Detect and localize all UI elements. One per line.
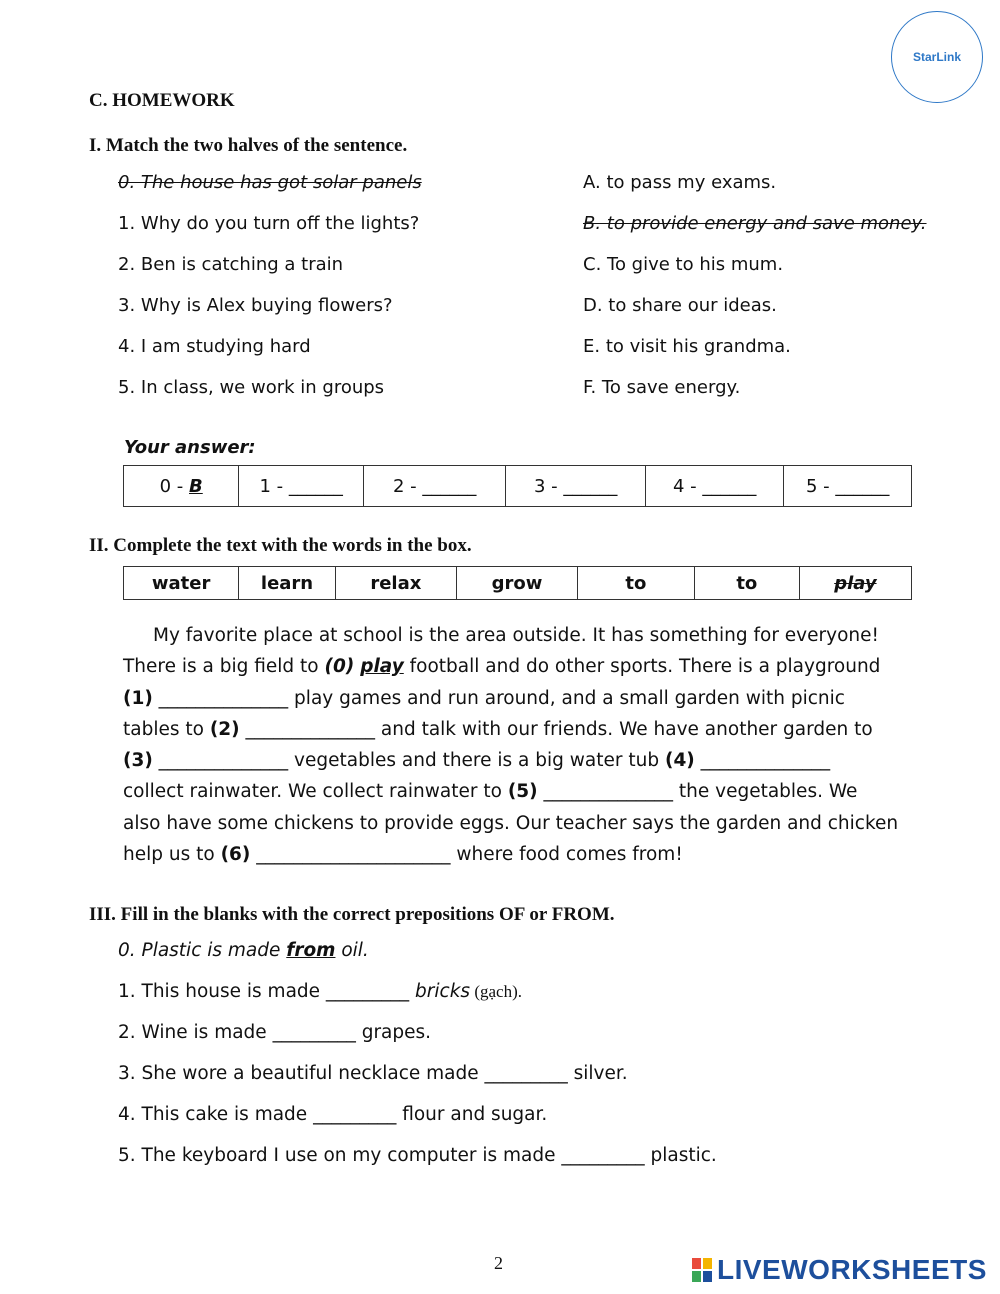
match-right-f: F. To save energy. xyxy=(583,377,741,398)
passage-line-5: (3) ______________ vegetables and there is a big water tub (4) ______________ xyxy=(123,750,831,772)
answer-0-value: B xyxy=(189,475,203,497)
blank-3[interactable]: ______________ vegetables and there is a big water tub xyxy=(152,750,665,772)
liveworksheets-text: LIVEWORKSHEETS xyxy=(717,1254,987,1285)
exercise-3-item-2[interactable]: 2. Wine is made _________ grapes. xyxy=(118,1022,432,1043)
word-water: water xyxy=(124,567,239,600)
match-right-a: A. to pass my exams. xyxy=(583,172,777,193)
logo-text: StarLink xyxy=(912,50,961,64)
passage-line-8: help us to (6) _____________________ where food comes from! xyxy=(123,844,683,866)
word-to-2: to xyxy=(694,567,799,600)
answer-1[interactable]: 1 - ______ xyxy=(239,466,364,507)
example-answer-from: from xyxy=(286,940,336,961)
exercise-3-item-5[interactable]: 5. The keyboard I use on my computer is made _________ plastic. xyxy=(118,1145,717,1166)
answer-5[interactable]: 5 - ______ xyxy=(784,466,912,507)
word-learn: learn xyxy=(239,567,335,600)
section-3-heading: III. Fill in the blanks with the correct prepositions OF or FROM. xyxy=(89,904,615,925)
match-left-0: 0. The house has got solar panels xyxy=(118,172,422,193)
blank-4[interactable]: ______________ xyxy=(694,750,831,772)
word-to-1: to xyxy=(578,567,695,600)
blank-2[interactable]: ______________ and talk with our friends. We have another garden to xyxy=(239,718,873,740)
passage-line-6: collect rainwater. We collect rainwater to (5) ______________ the vegetables. We xyxy=(123,781,858,803)
answer-2[interactable]: 2 - ______ xyxy=(363,466,505,507)
example-answer: play xyxy=(360,656,404,678)
passage-line-3: (1) ______________ play games and run around, and a small garden with picnic xyxy=(123,687,845,709)
passage-line-7: also have some chickens to provide eggs. Our teacher says the garden and chicken xyxy=(123,812,899,834)
word-relax: relax xyxy=(335,567,456,600)
exercise-3-item-0: 0. Plastic is made from oil. xyxy=(118,940,369,961)
passage-line-2: There is a big field to (0) play football and do other sports. There is a playground xyxy=(123,656,881,678)
passage-line-4: tables to (2) ______________ and talk with our friends. We have another garden to xyxy=(123,718,873,740)
match-left-1: 1. Why do you turn off the lights? xyxy=(118,213,420,234)
match-right-d: D. to share our ideas. xyxy=(583,295,777,316)
page-number: 2 xyxy=(494,1253,503,1273)
answer-0: 0 - B xyxy=(124,466,239,507)
liveworksheets-logo xyxy=(692,1254,987,1286)
answer-table xyxy=(123,465,912,507)
passage-line-1: My favorite place at school is the area outside. It has something for everyone! xyxy=(153,625,879,646)
word-box xyxy=(123,566,912,600)
answer-4[interactable]: 4 - ______ xyxy=(645,466,783,507)
exercise-3-item-4[interactable]: 4. This cake is made _________ flour and sugar. xyxy=(118,1104,548,1125)
match-left-5: 5. In class, we work in groups xyxy=(118,377,385,398)
liveworksheets-icon xyxy=(692,1258,712,1282)
match-left-2: 2. Ben is catching a train xyxy=(118,254,344,275)
exercise-3-item-3[interactable]: 3. She wore a beautiful necklace made _________ silver. xyxy=(118,1063,628,1084)
starlink-logo xyxy=(891,11,983,103)
blank-5[interactable]: ______________ the vegetables. We xyxy=(537,781,858,803)
word-play: play xyxy=(799,567,911,600)
blank-6[interactable]: _____________________ where food comes from! xyxy=(250,844,683,866)
match-left-3: 3. Why is Alex buying flowers? xyxy=(118,295,393,316)
your-answer-label: Your answer: xyxy=(124,437,256,458)
page-title: C. HOMEWORK xyxy=(89,90,235,111)
match-right-e: E. to visit his grandma. xyxy=(583,336,791,357)
word-grow: grow xyxy=(456,567,577,600)
answer-3[interactable]: 3 - ______ xyxy=(506,466,645,507)
match-right-b: B. to provide energy and save money. xyxy=(583,213,927,234)
blank-1[interactable]: ______________ play games and run around, and a small garden with picnic xyxy=(152,687,845,709)
match-right-c: C. To give to his mum. xyxy=(583,254,784,275)
match-left-4: 4. I am studying hard xyxy=(118,336,311,357)
reading-passage xyxy=(123,620,923,870)
exercise-3-item-1[interactable]: 1. This house is made _________ bricks (gạch). xyxy=(118,981,522,1002)
section-2-heading: II. Complete the text with the words in the box. xyxy=(89,535,472,556)
section-1-heading: I. Match the two halves of the sentence. xyxy=(89,135,408,156)
